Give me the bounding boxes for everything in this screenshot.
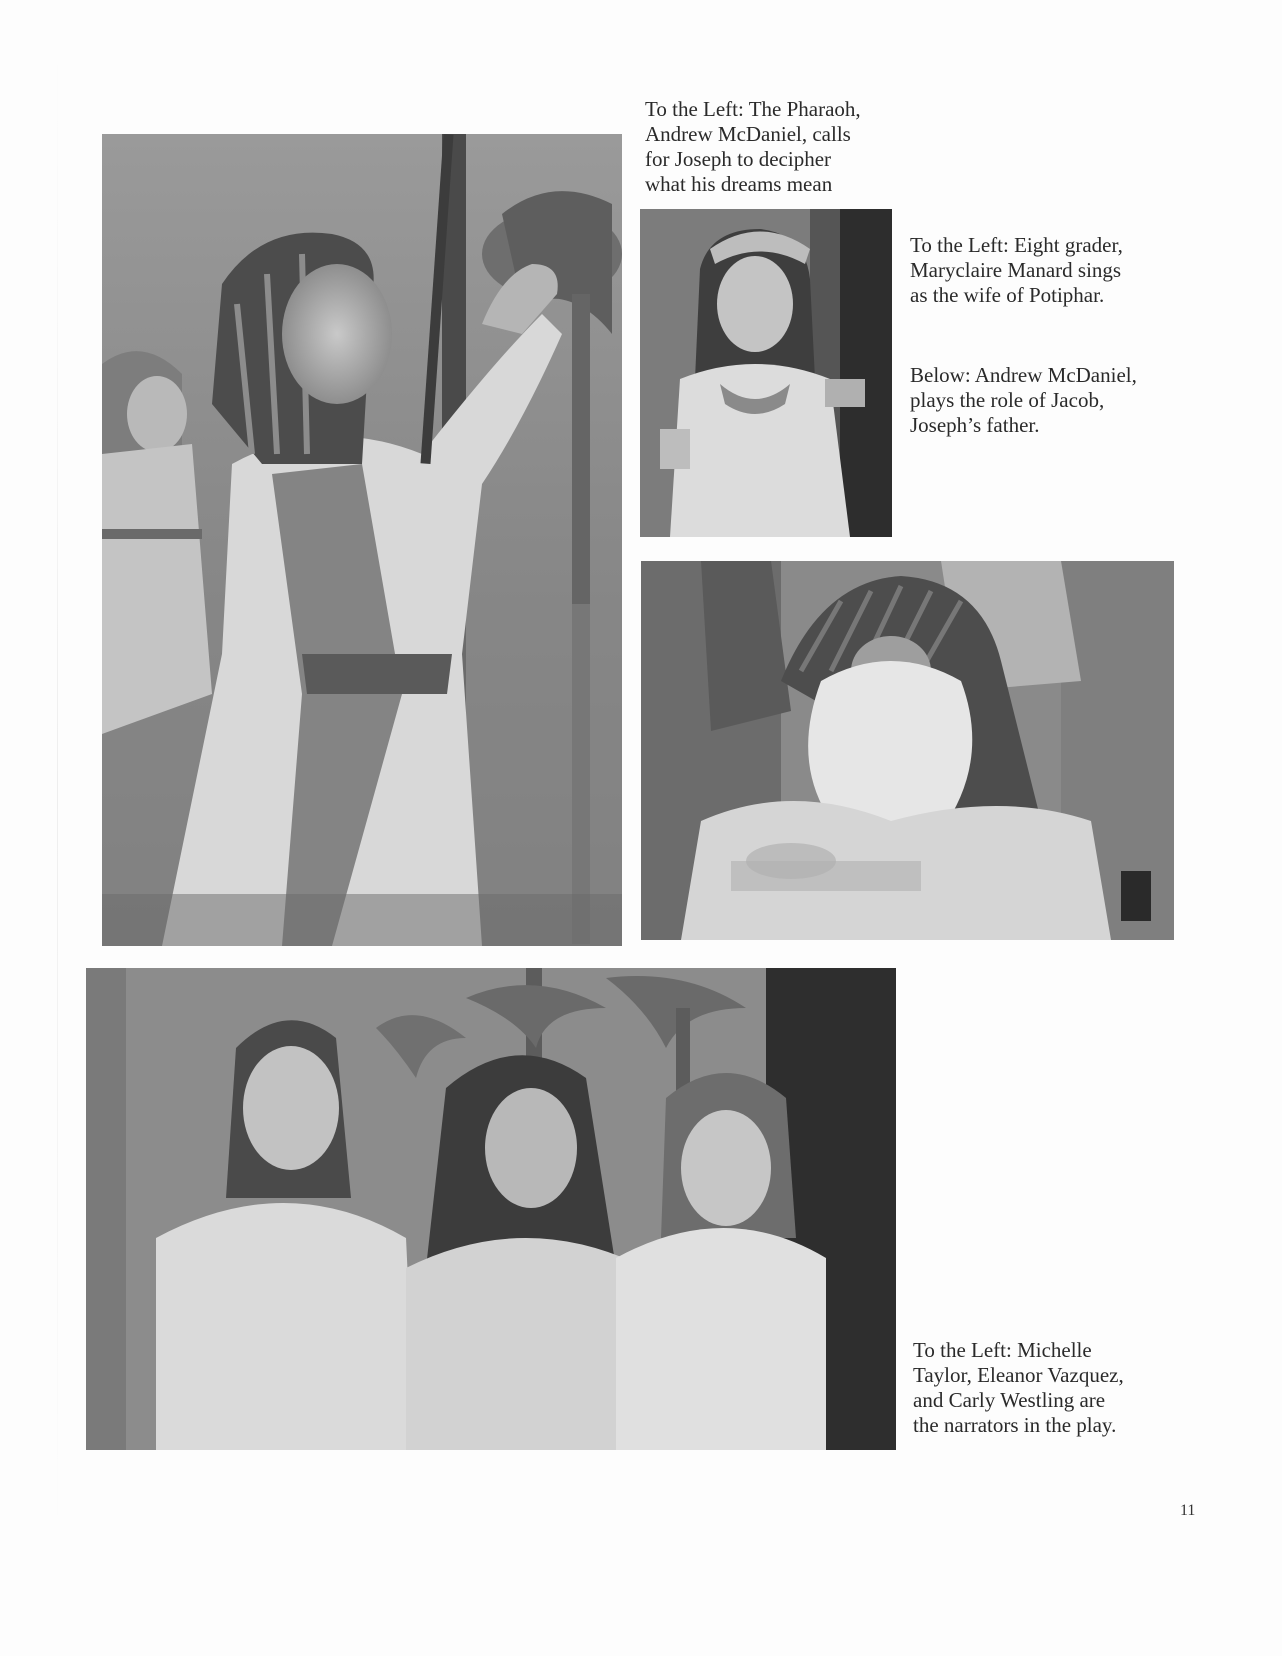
page-margin-shadow [57, 40, 58, 1540]
photo-narrators [86, 968, 896, 1450]
caption-narrators: To the Left: Michelle Taylor, Eleanor Vazquez, and Carly Westling are the narrators in the play. [913, 1338, 1124, 1437]
photo-pharaoh [102, 134, 622, 946]
caption-jacob: Below: Andrew McDaniel, plays the role of Jacob, Joseph’s father. [910, 363, 1137, 437]
caption-pharaoh: To the Left: The Pharaoh, Andrew McDaniel, calls for Joseph to decipher what his dreams mean [645, 97, 861, 196]
photo-potiphar-wife [640, 209, 892, 537]
page-number: 11 [1180, 1502, 1196, 1519]
photo-jacob [641, 561, 1174, 940]
caption-potiphar-wife: To the Left: Eight grader, Maryclaire Manard sings as the wife of Potiphar. [910, 233, 1123, 307]
